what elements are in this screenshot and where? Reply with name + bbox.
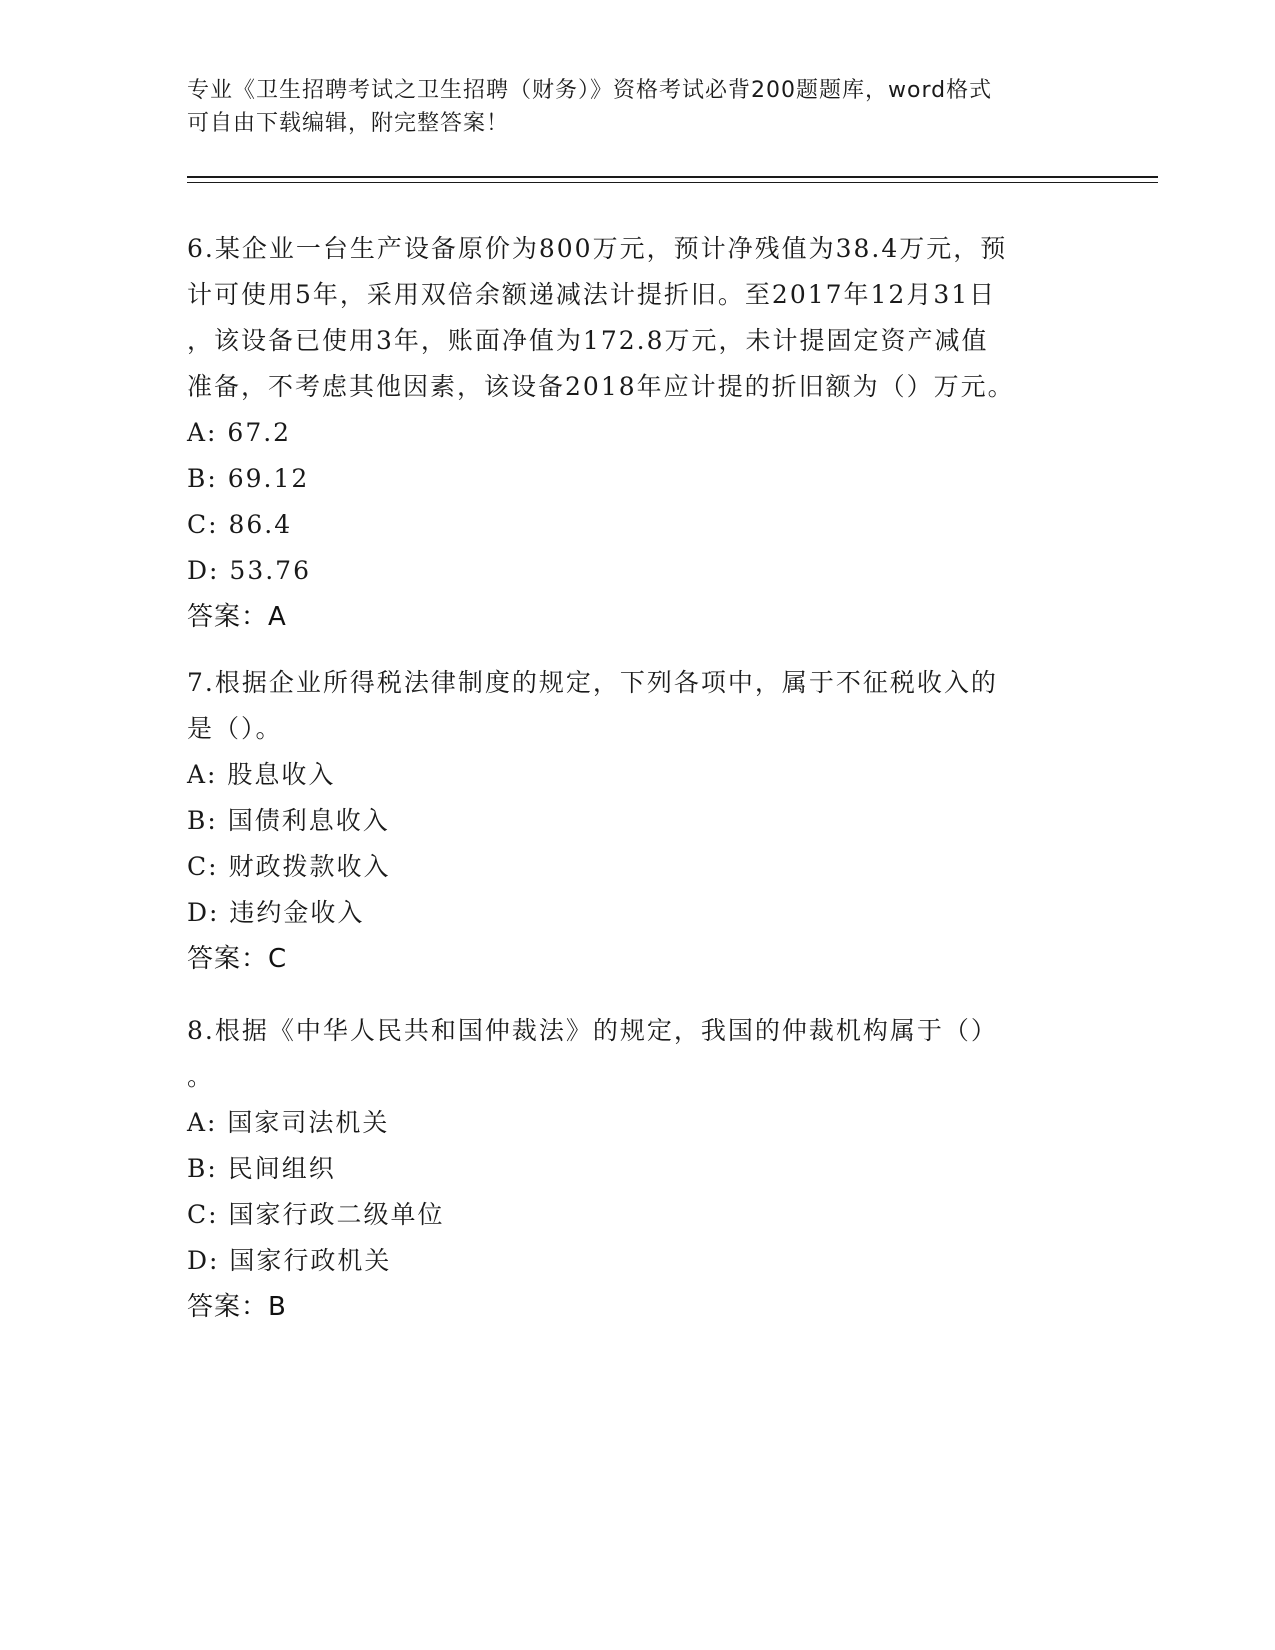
question-8 (187, 1008, 1087, 1330)
option-c: C: 财政拨款收入 (187, 852, 391, 881)
question-7 (187, 660, 1087, 982)
answer-line: 答案：B (187, 1292, 287, 1322)
header-divider-thin (187, 182, 1158, 183)
option-d: D: 53.76 (187, 556, 311, 585)
option-a: A: 67.2 (187, 418, 292, 447)
header-divider-thick (187, 176, 1158, 178)
question-stem-line: 8.根据《中华人民共和国仲裁法》的规定，我国的仲裁机构属于（） (187, 1016, 998, 1045)
option-b: B: 民间组织 (187, 1154, 336, 1183)
question-stem-line: ，该设备已使用3年，账面净值为172.8万元，未计提固定资产减值 (187, 326, 989, 355)
option-d: D: 国家行政机关 (187, 1246, 392, 1275)
option-b: B: 国债利息收入 (187, 806, 390, 835)
header-title-line-2: 可自由下载编辑，附完整答案！ (187, 111, 510, 136)
question-stem-line: 是（）。 (187, 714, 283, 743)
question-stem-line: 6.某企业一台生产设备原价为800万元，预计净残值为38.4万元，预 (187, 234, 1008, 263)
option-d: D: 违约金收入 (187, 898, 365, 927)
question-6 (187, 226, 1087, 640)
option-c: C: 国家行政二级单位 (187, 1200, 445, 1229)
answer-line: 答案：A (187, 602, 287, 632)
option-b: B: 69.12 (187, 464, 310, 493)
header-title-line-1: 专业《卫生招聘考试之卫生招聘（财务）》资格考试必背200题题库，word格式 (187, 78, 993, 103)
question-stem-line: 7.根据企业所得税法律制度的规定，下列各项中，属于不征税收入的 (187, 668, 998, 697)
document-header (187, 74, 1087, 140)
option-a: A: 国家司法机关 (187, 1108, 390, 1137)
question-stem-line: 准备，不考虑其他因素，该设备2018年应计提的折旧额为（）万元。 (187, 372, 1015, 401)
question-stem-line: 计可使用5年，采用双倍余额递减法计提折旧。至2017年12月31日 (187, 280, 997, 309)
option-c: C: 86.4 (187, 510, 293, 539)
option-a: A: 股息收入 (187, 760, 336, 789)
question-stem-line: 。 (187, 1062, 215, 1091)
answer-line: 答案：C (187, 944, 288, 974)
